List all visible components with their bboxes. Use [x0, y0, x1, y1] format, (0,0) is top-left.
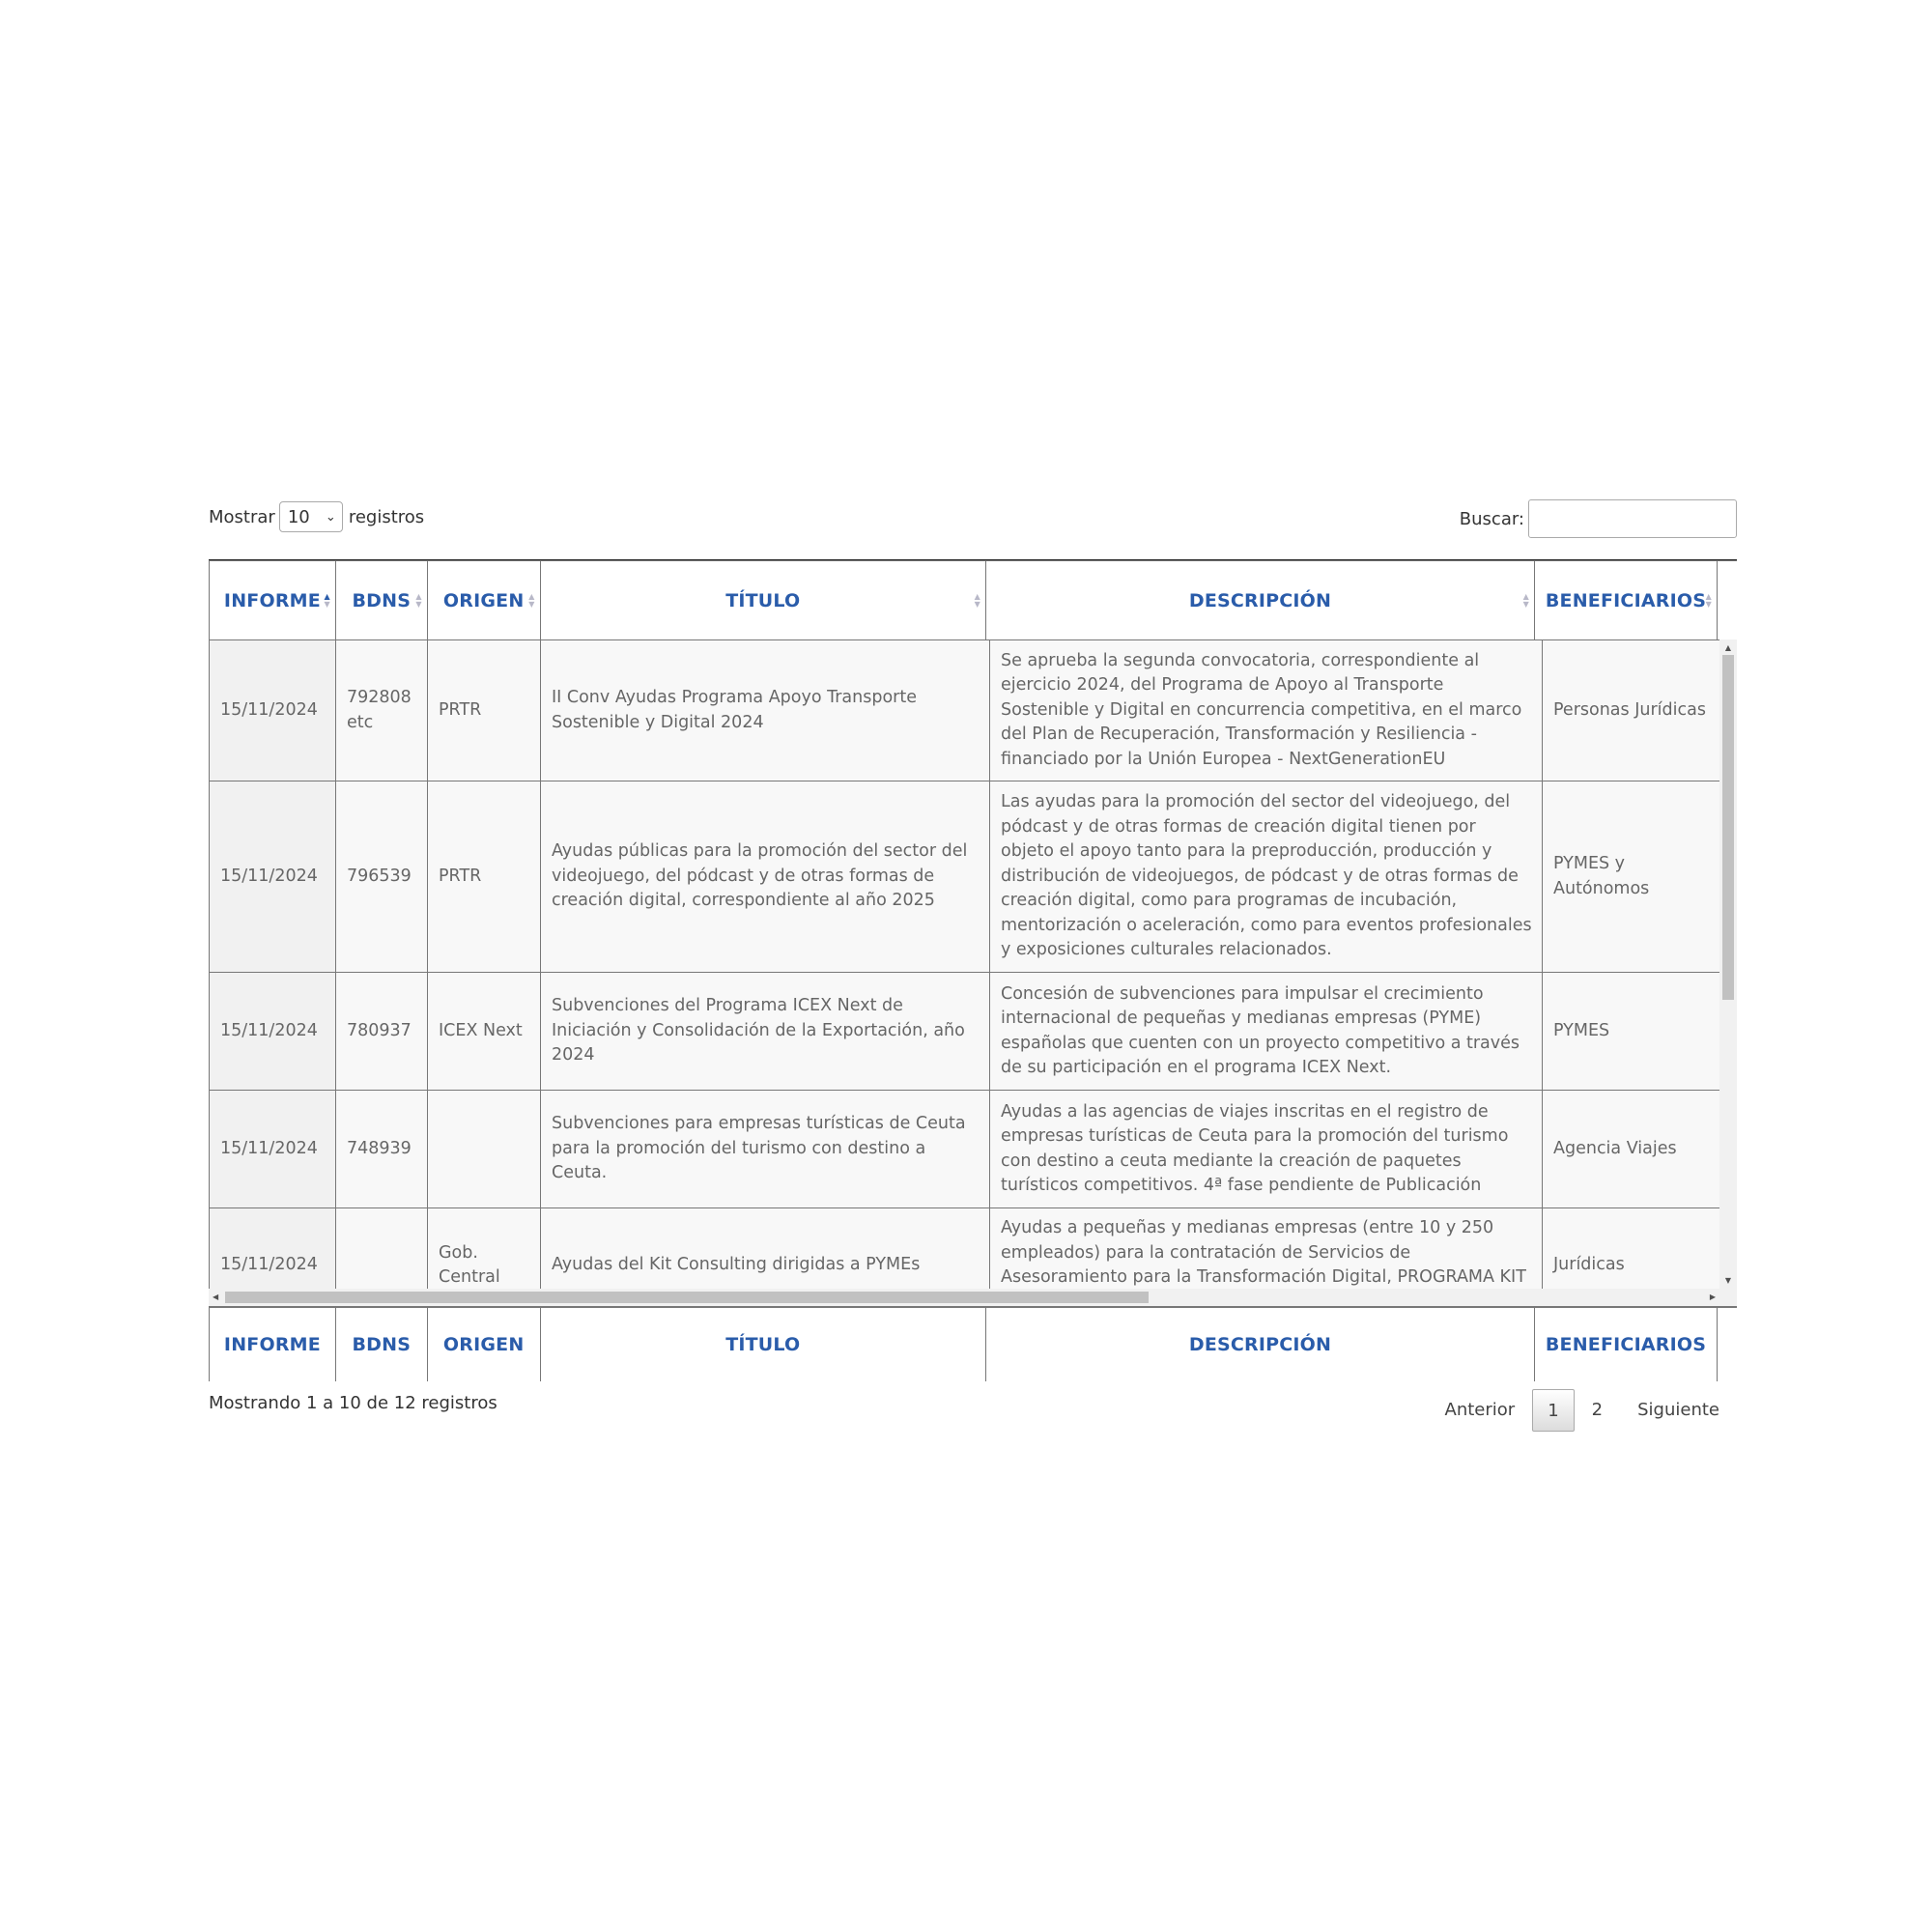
cell-informe: 15/11/2024	[210, 781, 336, 973]
body-table	[209, 639, 1725, 1306]
sort-asc-icon: ▲ ▼	[324, 591, 330, 609]
col-header-origen-label: ORIGEN	[442, 589, 525, 611]
cell-bdns: 780937	[336, 973, 428, 1091]
cell-origen: Gob. Central	[428, 1208, 541, 1307]
cell-informe: 15/11/2024	[210, 640, 336, 781]
cell-titulo: II Conv Ayudas Programa Apoyo Transporte Sostenible y Digital 2024	[541, 640, 990, 781]
cell-titulo: Ayudas públicas para la promoción del sector del videojuego, del pódcast y de otras formas de creación digital, correspondiente al año 2025	[541, 781, 990, 973]
footer-col-descripcion: DESCRIPCIÓN	[985, 1308, 1534, 1382]
col-header-bdns-label: BDNS	[352, 589, 412, 611]
cell-origen: ICEX Next	[428, 973, 541, 1091]
cell-bdns: 796539	[336, 781, 428, 973]
vertical-scrollbar[interactable]	[1719, 639, 1737, 1306]
footer-col-titulo: TÍTULO	[540, 1308, 985, 1382]
cell-titulo: Subvenciones del Programa ICEX Next de Iniciación y Consolidación de la Exportación, año 2024	[541, 973, 990, 1091]
page-length-select[interactable]	[279, 501, 343, 532]
pagination-previous[interactable]: Anterior	[1444, 1400, 1516, 1420]
sort-icon: ▲ ▼	[974, 591, 980, 609]
vertical-scroll-thumb[interactable]	[1722, 655, 1734, 1000]
cell-origen	[428, 1091, 541, 1208]
col-header-descripcion-label: DESCRIPCIÓN	[1188, 589, 1332, 611]
col-header-informe-label: INFORME	[223, 589, 321, 611]
sort-icon: ▲ ▼	[1705, 591, 1712, 609]
length-label-before: Mostrar	[209, 506, 275, 527]
scroll-up-arrow-icon[interactable]: ▲	[1724, 643, 1732, 652]
table-row	[210, 1091, 1725, 1208]
cell-origen: PRTR	[428, 640, 541, 781]
footer-col-origen: ORIGEN	[427, 1308, 540, 1382]
scroll-down-arrow-icon[interactable]: ▼	[1724, 1276, 1732, 1285]
cell-descripcion: Se aprueba la segunda convocatoria, correspondiente al ejercicio 2024, del Programa de Apoyo al Transporte Sostenible y Digital en concurrencia competitiva, en el marco del Plan de Recuperación, Transformación y Resiliencia - financiado por la Unión Europea - NextGenerationEU	[990, 640, 1543, 781]
cell-descripcion: Ayudas a las agencias de viajes inscritas en el registro de empresas turísticas de Ceuta para la promoción del turismo con destino a ceuta mediante la creación de paquetes turísticos competitivos. 4ª fase pendiente de Publicación	[990, 1091, 1543, 1208]
horizontal-scrollbar[interactable]	[209, 1289, 1719, 1306]
cell-titulo: Ayudas del Kit Consulting dirigidas a PYMEs	[541, 1208, 990, 1307]
cell-informe: 15/11/2024	[210, 973, 336, 1091]
footer-col-overflow	[1717, 1308, 1737, 1382]
cell-descripcion: Ayudas a pequeñas y medianas empresas (entre 10 y 250 empleados) para la contratación de Servicios de Asesoramiento para la Transformación Digital, PROGRAMA KIT	[990, 1208, 1543, 1307]
cell-beneficiarios: PYMES	[1543, 973, 1725, 1091]
datatable-wrapper	[209, 499, 1737, 1439]
pagination-page-1[interactable]: 1	[1532, 1389, 1574, 1432]
cell-bdns: 792808 etc	[336, 640, 428, 781]
table-body-scroll[interactable]	[209, 639, 1737, 1306]
col-header-titulo-label: TÍTULO	[725, 589, 801, 611]
scroll-right-arrow-icon[interactable]: ▶	[1709, 1293, 1716, 1301]
scroll-left-arrow-icon[interactable]: ◀	[213, 1293, 219, 1301]
sort-icon: ▲ ▼	[415, 591, 422, 609]
table-header	[209, 559, 1737, 639]
pagination-next[interactable]: Siguiente	[1637, 1400, 1719, 1420]
records-info: Mostrando 1 a 10 de 12 registros	[209, 1393, 497, 1413]
table-row	[210, 640, 1725, 781]
table-row	[210, 781, 1725, 973]
cell-origen: PRTR	[428, 781, 541, 973]
footer-col-bdns: BDNS	[335, 1308, 427, 1382]
footer-table	[209, 1307, 1737, 1381]
cell-informe: 15/11/2024	[210, 1091, 336, 1208]
cell-bdns: 748939	[336, 1091, 428, 1208]
footer-col-beneficiarios: BENEFICIARIOS	[1534, 1308, 1717, 1382]
col-header-informe[interactable]	[210, 561, 336, 640]
cell-beneficiarios: PYMES y Autónomos	[1543, 781, 1725, 973]
table-footer	[209, 1306, 1737, 1381]
page-length-control	[209, 501, 424, 532]
table-info-bar	[209, 1381, 1737, 1439]
col-header-overflow	[1717, 561, 1737, 640]
pagination	[1428, 1389, 1737, 1432]
cell-beneficiarios: Jurídicas	[1543, 1208, 1725, 1307]
cell-beneficiarios: Agencia Viajes	[1543, 1091, 1725, 1208]
table-controls	[209, 499, 1737, 559]
col-header-descripcion[interactable]	[985, 561, 1534, 640]
table-row	[210, 973, 1725, 1091]
cell-beneficiarios: Personas Jurídicas	[1543, 640, 1725, 781]
cell-descripcion: Concesión de subvenciones para impulsar el crecimiento internacional de pequeñas y medianas empresas (PYME) españolas que cuenten con un proyecto competitivo a través de su participación en el programa ICEX Next.	[990, 973, 1543, 1091]
chevron-down-icon: ⌄	[325, 509, 336, 525]
pagination-page-2[interactable]: 2	[1591, 1400, 1604, 1420]
length-label-after: registros	[348, 506, 425, 527]
col-header-origen[interactable]	[427, 561, 540, 640]
cell-informe: 15/11/2024	[210, 1208, 336, 1307]
search-label: Buscar:	[1459, 508, 1524, 529]
header-table	[209, 560, 1737, 639]
search-input[interactable]	[1528, 499, 1737, 538]
col-header-bdns[interactable]	[335, 561, 427, 640]
col-header-beneficiarios[interactable]	[1534, 561, 1717, 640]
search-control	[1460, 499, 1737, 538]
page-length-value: 10	[287, 506, 310, 527]
sort-icon: ▲ ▼	[528, 591, 535, 609]
col-header-titulo[interactable]	[540, 561, 985, 640]
sort-icon: ▲ ▼	[1522, 591, 1529, 609]
cell-descripcion: Las ayudas para la promoción del sector del videojuego, del pódcast y de otras formas de creación digital tienen por objeto el apoyo tanto para la preproducción, producción y distribución de videojuegos, de pódcast y de otras formas de creación digital, como para programas de incubación, mentorización o aceleración, como para eventos profesionales y exposiciones culturales relacionados.	[990, 781, 1543, 973]
col-header-beneficiarios-label: BENEFICIARIOS	[1545, 589, 1707, 611]
cell-titulo: Subvenciones para empresas turísticas de Ceuta para la promoción del turismo con destino a Ceuta.	[541, 1091, 990, 1208]
horizontal-scroll-thumb[interactable]	[225, 1292, 1149, 1303]
footer-col-informe: INFORME	[210, 1308, 336, 1382]
